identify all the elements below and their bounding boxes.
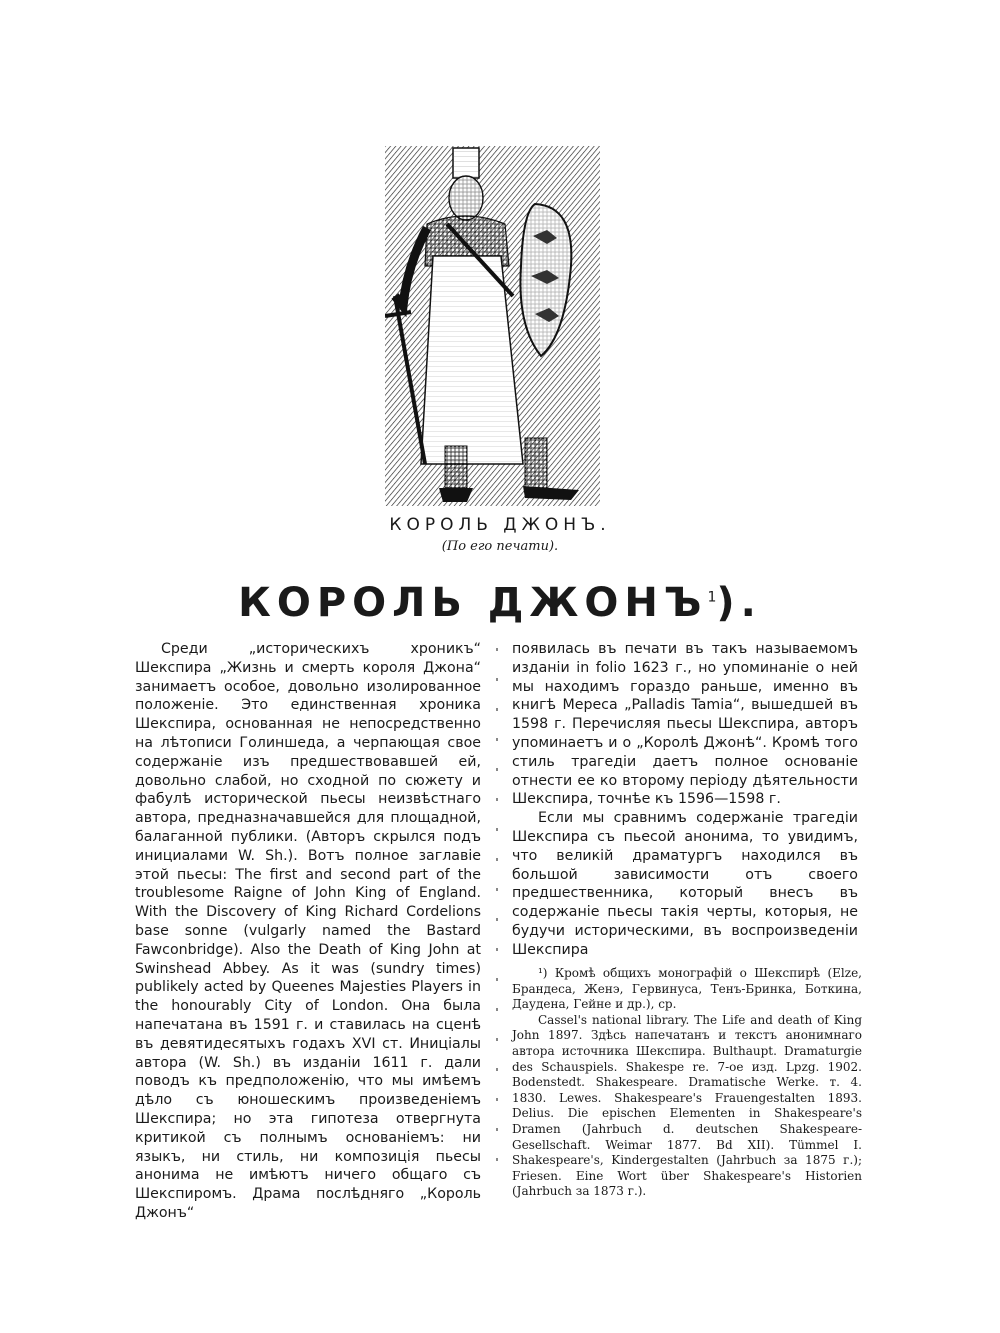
column-divider (496, 648, 497, 1188)
title-footnote-mark: 1 (707, 589, 717, 606)
title-text: КОРОЛЬ ДЖОНЪ (238, 580, 708, 626)
footnote-1-references: Cassel's national library. The Life and death of King John 1897. Здѣсь напечатанъ и текстъ анонимнаго автора источника Шекспира. Bulthaupt. Dramaturgie des Schauspiels. Shakespe re. 7-ое изд. Lpzg. 1902. Bodenstedt. Shakespeare. Dramatische Werke. т. 4. 1830. Lewes. Shakespeare's Frauengestalten 1893. Delius. Die epischen Elementen in Shakespeare's Dramen (Jahrbuch d. deutschen Shakespeare-Gesellschaft. Weimar 1877. Bd XII). Tümmel I. Shakespeare's, Kindergestalten (Jahrbuch за 1875 г.); Friesen. Eine Wort über Shakespeare's Historien (Jahrbuch за 1873 г.). (512, 1012, 862, 1199)
right-column-continuation: появилась въ печати въ такъ называемомъ изданіи in folio 1623 г., но упоминаніе о ней мы находимъ гораздо раньше, именно въ книгѣ Мереса „Palladis Tamia“, вышедшей въ 1598 г. Перечисляя пьесы Шекспира, авторъ упоминаетъ и о „Королѣ Джонѣ“. Кромѣ того стиль трагедіи даетъ полное основаніе отнести ее ко второму періоду дѣятельности Шекспира, точнѣе къ 1596—1598 г. (512, 641, 858, 808)
footnote-1: ¹) Кромѣ общихъ монографій о Шекспирѣ (Elze, Брандеса, Женэ, Гервинуса, Тенъ-Бринка, Боткина, Даудена, Гейне и др.), ср. (512, 966, 862, 1012)
title-end: ). (716, 580, 762, 626)
right-column-paragraph: Если мы сравнимъ содержаніе трагедіи Шекспира съ пьесой анонима, то увидимъ, что великій драматургъ находился въ большой зависимости отъ своего предшественника, который внесъ въ содержаніе пьесы такія черты, которыя, не будучи историческими, въ воспроизведеніи Шекспира (512, 810, 858, 958)
plate-subcaption: (По его печати). (441, 539, 559, 554)
plate-caption: КОРОЛЬ ДЖОНЪ. (389, 515, 611, 535)
left-column (135, 640, 481, 1223)
king-john-engraving (385, 146, 600, 506)
left-column-paragraph: Среди „историческихъ хроникъ“ Шекспира „Жизнь и смерть короля Джона“ занимаетъ особое, довольно изолированное положеніе. Это единственная хроника Шекспира, основанная не непосредственно на лѣтописи Голиншеда, а черпающая свое содержаніе изъ предшествовавшей ей, довольно слабой, но сходной по сюжету и фабулѣ исторической пьесы неизвѣстнаго автора, предназначавшейся для площадной, балаганной публики. (Авторъ скрылся подъ инициалами W. Sh.). Вотъ полное заглавіе этой пьесы: The first and second part of the troublesome Raigne of John King of England. With the Discovery of King Richard Cordelions base sonne (vulgarly named the Bastard Fawconbridge). Also the Death of King John at Swinshead Abbey. As it was (sundry times) publikely acted by Queenes Majesties Players in the honourably City of London. Она была напечатана въ 1591 г. и ставилась на сценѣ въ девятидесятыхъ годахъ XVI ст. Иниціалы автора (W. Sh.) въ изданіи 1611 г. дали поводъ къ предположенію, что мы имѣемъ дѣло съ юношескимъ произведеніемъ Шекспира; но эта гипотеза отвергнута критикой съ полнымъ основаніемъ: ни языкъ, ни стиль, ни композиція пьесы анонима не имѣютъ ничего общаго съ Шекспиромъ. Драма послѣдняго „Король Джонъ“ (135, 641, 481, 1221)
page-title (0, 580, 1000, 626)
right-column (512, 640, 858, 960)
footnotes (512, 966, 862, 1200)
